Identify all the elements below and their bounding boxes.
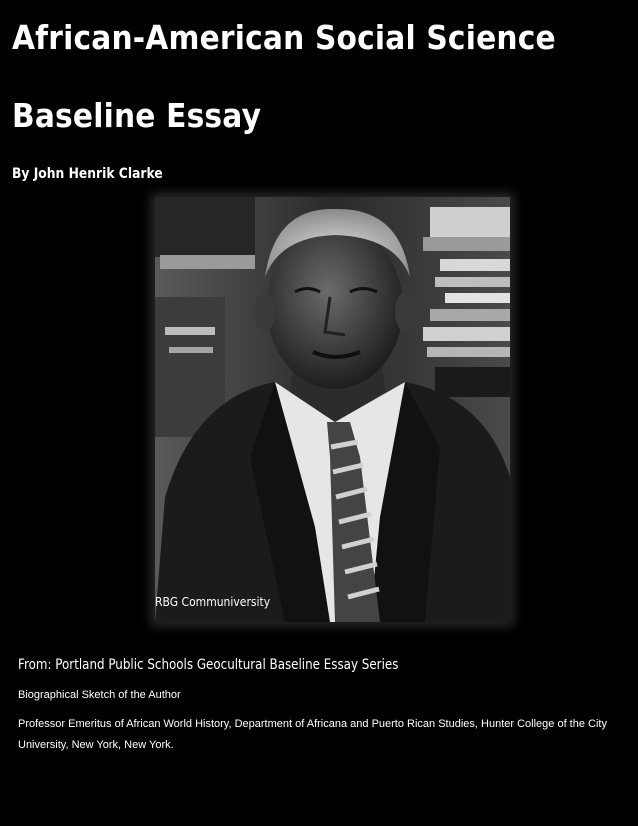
photo-credit: RBG Communiversity [155,595,271,609]
document-title-line-2: Baseline Essay [12,96,262,135]
author-portrait-illustration [155,197,510,622]
document-title-line-1: African-American Social Science [12,18,556,57]
section-heading: Biographical Sketch of the Author [18,689,181,701]
author-byline: By John Henrik Clarke [12,166,163,182]
source-line: From: Portland Public Schools Geocultural Baseline Essay Series [18,657,399,673]
author-bio: Professor Emeritus of African World History, Department of Africana and Puerto Rican Studies, Hunter College of the City University, New York, New York. [18,718,607,751]
author-photo [155,197,510,622]
